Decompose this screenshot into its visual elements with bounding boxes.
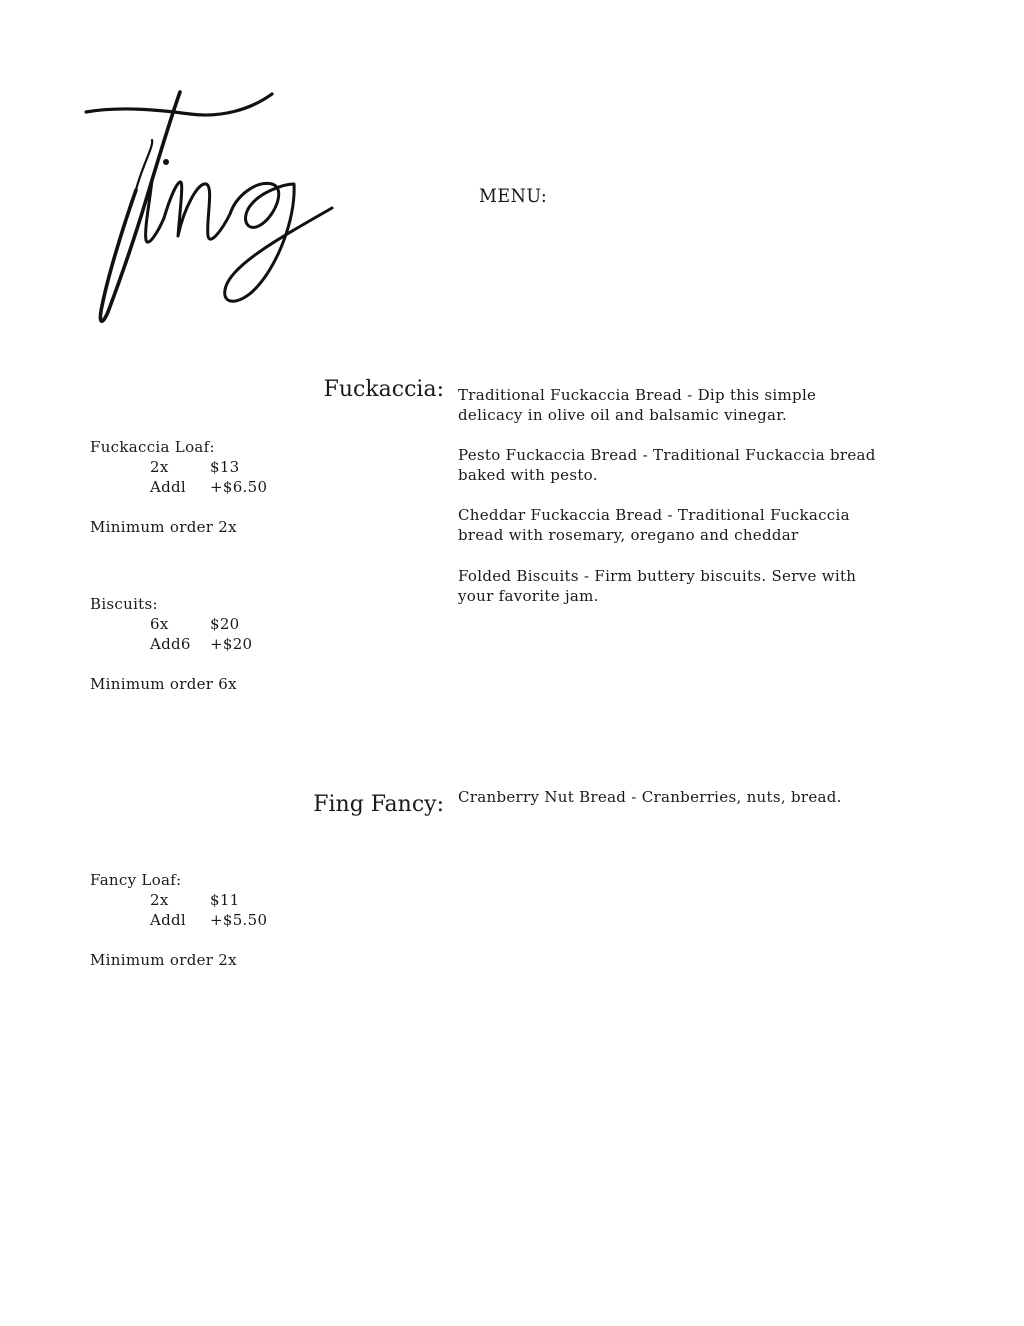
pricing-price: $11 [210, 891, 240, 909]
pricing-price: $20 [210, 615, 240, 633]
description-line: Cranberry Nut Bread - Cranberries, nuts, bread. [458, 788, 842, 806]
pricing-row [90, 614, 310, 634]
pricing-qty: Add6 [150, 635, 191, 653]
description-line: Folded Biscuits - Firm buttery biscuits. Serve with [458, 567, 857, 585]
description-line: Traditional Fuckaccia Bread - Dip this simple [458, 386, 817, 404]
description-line: bread with rosemary, oregano and cheddar [458, 526, 799, 544]
description-cheddar [458, 505, 958, 545]
pricing-price: +$20 [210, 635, 253, 653]
pricing-qty: 6x [150, 615, 169, 633]
pricing-price: +$6.50 [210, 478, 268, 496]
pricing-item-name: Fuckaccia Loaf: [90, 438, 215, 456]
pricing-row [90, 634, 310, 654]
description-line: Cheddar Fuckaccia Bread - Traditional Fuckaccia [458, 506, 850, 524]
description-line: delicacy in olive oil and balsamic vinegar. [458, 406, 788, 424]
pricing-price: +$5.50 [210, 911, 268, 929]
section-title-fuckaccia: Fuckaccia: [323, 377, 444, 402]
pricing-qty: Addl [150, 911, 187, 929]
minimum-order: Minimum order 2x [90, 951, 237, 969]
minimum-order: Minimum order 6x [90, 675, 237, 693]
pricing-biscuits [90, 594, 310, 694]
description-pesto [458, 445, 958, 485]
pricing-qty: 2x [150, 458, 169, 476]
pricing-qty: Addl [150, 478, 187, 496]
description-line: your favorite jam. [458, 587, 599, 605]
section-title-fing-fancy: Fing Fancy: [313, 792, 444, 817]
description-cranberry [458, 787, 958, 807]
pricing-price: $13 [210, 458, 240, 476]
menu-heading: MENU: [479, 185, 548, 207]
description-line: Pesto Fuckaccia Bread - Traditional Fuckaccia bread [458, 446, 876, 464]
pricing-item-name: Biscuits: [90, 595, 158, 613]
description-line: baked with pesto. [458, 466, 598, 484]
pricing-row [90, 457, 310, 477]
description-biscuits [458, 566, 958, 606]
minimum-order: Minimum order 2x [90, 518, 237, 536]
pricing-fuckaccia-loaf [90, 437, 310, 537]
pricing-row [90, 890, 310, 910]
fing-logo [80, 80, 350, 330]
description-traditional [458, 385, 958, 425]
pricing-fancy-loaf [90, 870, 310, 970]
pricing-row [90, 477, 310, 497]
pricing-qty: 2x [150, 891, 169, 909]
pricing-row [90, 910, 310, 930]
pricing-item-name: Fancy Loaf: [90, 871, 182, 889]
